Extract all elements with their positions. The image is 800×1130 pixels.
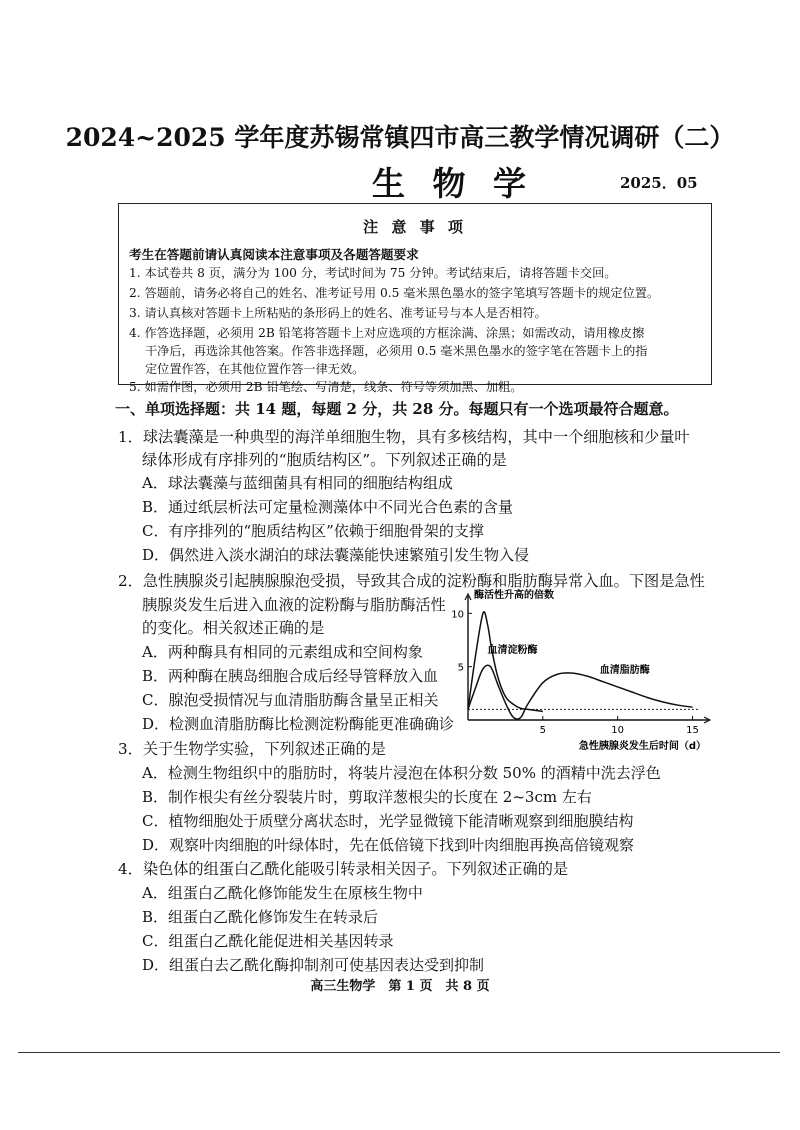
notice-item-cont: 干净后，再选涂其他答案。作答非选择题，必须用 0.5 毫米黑色墨水的签字笔在答题卡上的指 [145,344,648,358]
q3-option-d: D．观察叶肉细胞的叶绿体时，先在低倍镜下找到叶肉细胞再换高倍镜观察 [142,836,635,854]
x-axis-label: 急性胰腺炎发生后时间（d） [578,741,706,752]
q4-option-c: C．组蛋白乙酰化能促进相关基因转录 [142,932,394,950]
lipase-curve [468,665,693,719]
q1-option-d: D．偶然进入淡水湖泊的球法囊藻能快速繁殖引发生物入侵 [142,546,530,564]
notice-item: 1. 本试卷共 8 页，满分为 100 分，考试时间为 75 分钟。考试结束后，请将答题卡交回。 [129,266,617,280]
q4-option-d: D．组蛋白去乙酰化酶抑制剂可使基因表达受到抑制 [142,956,485,974]
notice-item: 3. 请认真核对答题卡上所粘贴的条形码上的姓名、准考证号与本人是否相符。 [129,306,547,320]
y-tick-label: 5 [457,662,464,674]
q4-option-a: A．组蛋白乙酰化修饰能发生在原核生物中 [142,884,423,902]
q3-option-b: B．制作根尖有丝分裂装片时，剪取洋葱根尖的长度在 2~3cm 左右 [142,788,592,806]
amylase-label: 血清淀粉酶 [487,644,538,656]
q2-stem: 2．急性胰腺炎引起胰腺腺泡受损，导致其合成的淀粉酶和脂肪酶异常入血。下图是急性 [118,572,705,590]
exam-title: 2024~2025 学年度苏锡常镇四市高三教学情况调研（二） [65,123,735,152]
q2-stem-cont: 胰腺炎发生后进入血液的淀粉酶与脂肪酶活性 [142,596,446,614]
q2-option-d: D．检测血清脂肪酶比检测淀粉酶能更准确确诊 [142,715,455,733]
page-footer: 高三生物学 第 1 页 共 8 页 [310,979,490,994]
q3-option-a: A．检测生物组织中的脂肪时，将装片浸泡在体积分数 50% 的酒精中洗去浮色 [142,764,661,782]
notice-box [118,203,712,394]
q2-option-b: B．两种酶在胰岛细胞合成后经导管释放入血 [142,667,439,685]
notice-intro: 考生在答题前请认真阅读本注意事项及各题答题要求 [129,247,419,262]
notice-item: 5. 如需作图，必须用 2B 铅笔绘、写清楚，线条、符号等须加黑、加粗。 [129,380,523,394]
q2-option-c: C．腺泡受损情况与血清脂肪酶含量呈正相关 [142,691,439,709]
q4-stem: 4．染色体的组蛋白乙酰化能吸引转录相关因子。下列叙述正确的是 [118,860,569,878]
amylase-curve [468,612,543,712]
x-tick-label: 10 [611,725,625,736]
notice-item: 2. 答题前，请务必将自己的姓名、准考证号用 0.5 毫米黑色墨水的签字笔填写答题卡的规定位置。 [129,286,660,300]
section-heading: 一、单项选择题：共 14 题，每题 2 分，共 28 分。每题只有一个选项最符合题意。 [115,400,679,418]
notice-item: 4. 作答选择题，必须用 2B 铅笔将答题卡上对应选项的方框涂满、涂黑；如需改动，请用橡皮擦 [129,326,645,340]
lipase-label: 血清脂肪酶 [599,665,650,677]
q1-stem: 1．球法囊藻是一种典型的海洋单细胞生物，具有多核结构，其中一个细胞核和少量叶 [118,428,690,446]
q2-option-a: A．两种酶具有相同的元素组成和空间构象 [142,643,423,661]
y-axis-label: 酶活性升高的倍数 [474,590,554,601]
notice-title: 注 意 事 项 [363,218,467,236]
exam-date: 2025．05 [620,174,698,192]
q1-option-c: C．有序排列的“胞质结构区”依赖于细胞骨架的支撑 [142,522,484,540]
bottom-rule [18,1052,780,1053]
q3-option-c: C．植物细胞处于质壁分离状态时，光学显微镜下能清晰观察到细胞膜结构 [142,812,634,830]
q1-option-b: B．通过纸层析法可定量检测藻体中不同光合色素的含量 [142,498,514,516]
x-tick-label: 5 [539,725,547,736]
q1-stem-cont: 绿体形成有序排列的“胞质结构区”。下列叙述正确的是 [142,451,507,469]
enzyme-activity-chart [440,588,720,760]
q4-option-b: B．组蛋白乙酰化修饰发生在转录后 [142,908,379,926]
x-tick-label: 15 [686,725,699,736]
subject-title: 生 物 学 [372,164,534,203]
q2-stem-cont: 的变化。相关叙述正确的是 [142,619,325,637]
notice-item-cont: 定位置作答，在其他位置作答一律无效。 [145,362,365,376]
q3-stem: 3．关于生物学实验，下列叙述正确的是 [118,740,386,758]
q1-option-a: A．球法囊藻与蓝细菌具有相同的细胞结构组成 [142,474,453,492]
y-tick-label: 10 [451,609,464,621]
